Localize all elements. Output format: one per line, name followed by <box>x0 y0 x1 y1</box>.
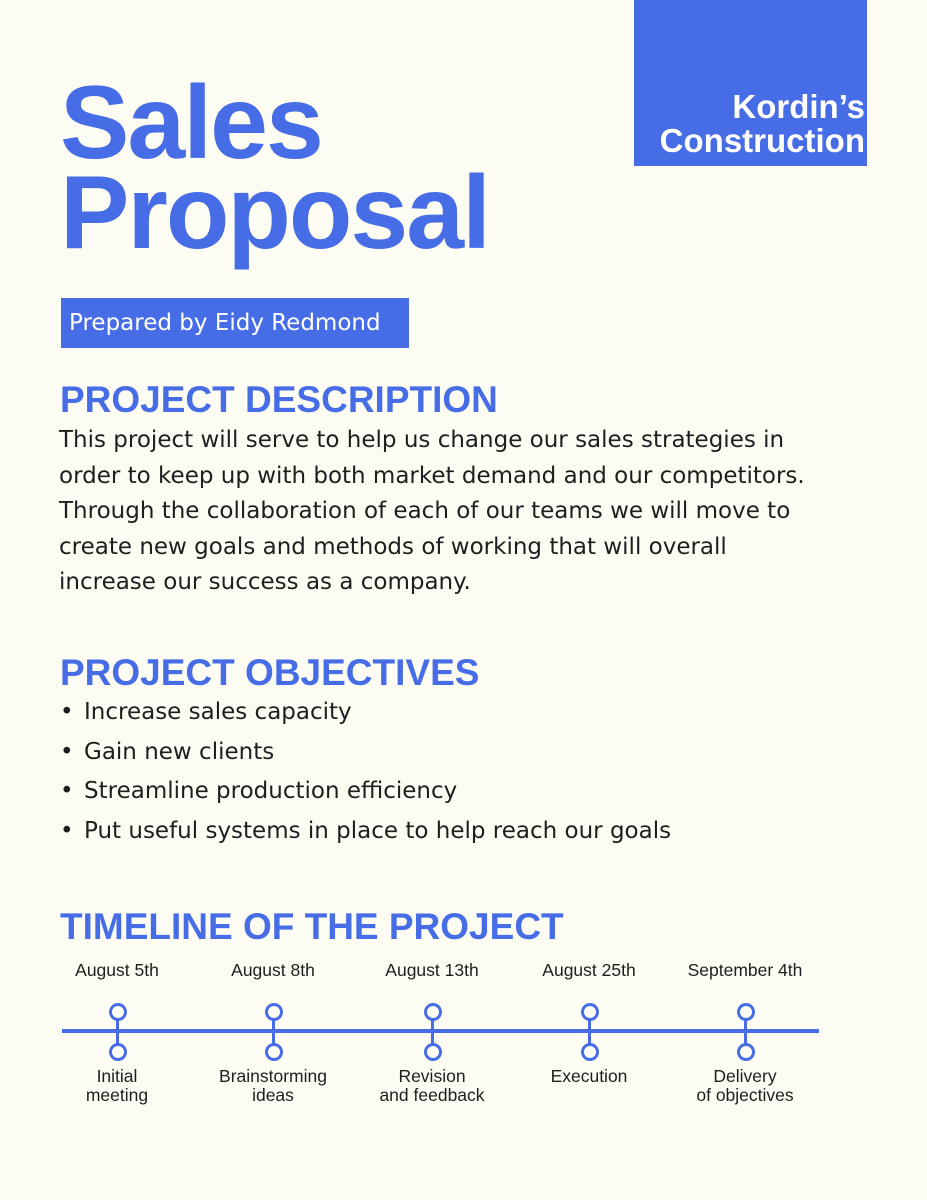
objectives-list <box>60 694 671 852</box>
bullet-icon: • <box>60 738 74 765</box>
timeline-step <box>504 960 674 1086</box>
timeline-node-icon <box>265 1043 283 1061</box>
timeline-date: August 13th <box>385 960 479 980</box>
timeline-axis <box>62 1029 819 1033</box>
list-item <box>60 694 671 734</box>
timeline-node-icon <box>737 1003 755 1021</box>
timeline-step <box>32 960 202 1105</box>
timeline-heading: TIMELINE OF THE PROJECT <box>60 906 564 947</box>
timeline-label: Initial meeting <box>85 1066 149 1105</box>
objective-text: Put useful systems in place to help reach our goals <box>84 817 672 844</box>
objective-text: Gain new clients <box>84 738 275 765</box>
timeline-date: August 5th <box>75 960 159 980</box>
project-description-text: This project will serve to help us change our sales strategies in order to keep up with both market demand and our competitors. Through the collaboration of each of our teams we will move to create new goals and methods of working that will overall increase our success as a company. <box>59 427 805 595</box>
prepared-by-badge: Prepared by Eidy Redmond <box>61 298 409 348</box>
title-line-1: Sales <box>60 65 322 181</box>
bullet-icon: • <box>60 778 74 804</box>
timeline-label: Revision and feedback <box>379 1066 485 1105</box>
timeline-date: August 8th <box>231 960 315 980</box>
project-objectives-heading: PROJECT OBJECTIVES <box>60 652 480 693</box>
timeline-label: Brainstorming ideas <box>219 1066 327 1105</box>
timeline-node-icon <box>265 1003 283 1021</box>
timeline-node-icon <box>737 1043 755 1061</box>
list-item <box>60 773 671 813</box>
timeline-date: August 25th <box>542 960 636 980</box>
timeline <box>0 960 927 1120</box>
title-line-2: Proposal <box>60 155 489 271</box>
objective-text: Streamline production efficiency <box>84 778 458 804</box>
list-item <box>60 734 671 774</box>
objective-text: Increase sales capacity <box>84 699 352 725</box>
timeline-node-icon <box>109 1043 127 1061</box>
timeline-node-icon <box>581 1043 599 1061</box>
project-description-heading: PROJECT DESCRIPTION <box>60 379 498 420</box>
timeline-node-icon <box>424 1043 442 1061</box>
timeline-node-icon <box>424 1003 442 1021</box>
timeline-node-icon <box>109 1003 127 1021</box>
bullet-icon: • <box>60 817 74 844</box>
timeline-step <box>188 960 358 1105</box>
company-logo-box <box>634 0 867 166</box>
timeline-node-icon <box>581 1003 599 1021</box>
timeline-step <box>660 960 830 1105</box>
timeline-label: Execution <box>550 1066 628 1086</box>
timeline-step <box>347 960 517 1105</box>
bullet-icon: • <box>60 699 74 725</box>
timeline-label: Delivery of objectives <box>696 1066 794 1105</box>
list-item <box>60 813 671 853</box>
company-name: Kordin’s Construction <box>659 88 865 159</box>
document-title <box>60 65 489 271</box>
timeline-date: September 4th <box>687 960 803 980</box>
